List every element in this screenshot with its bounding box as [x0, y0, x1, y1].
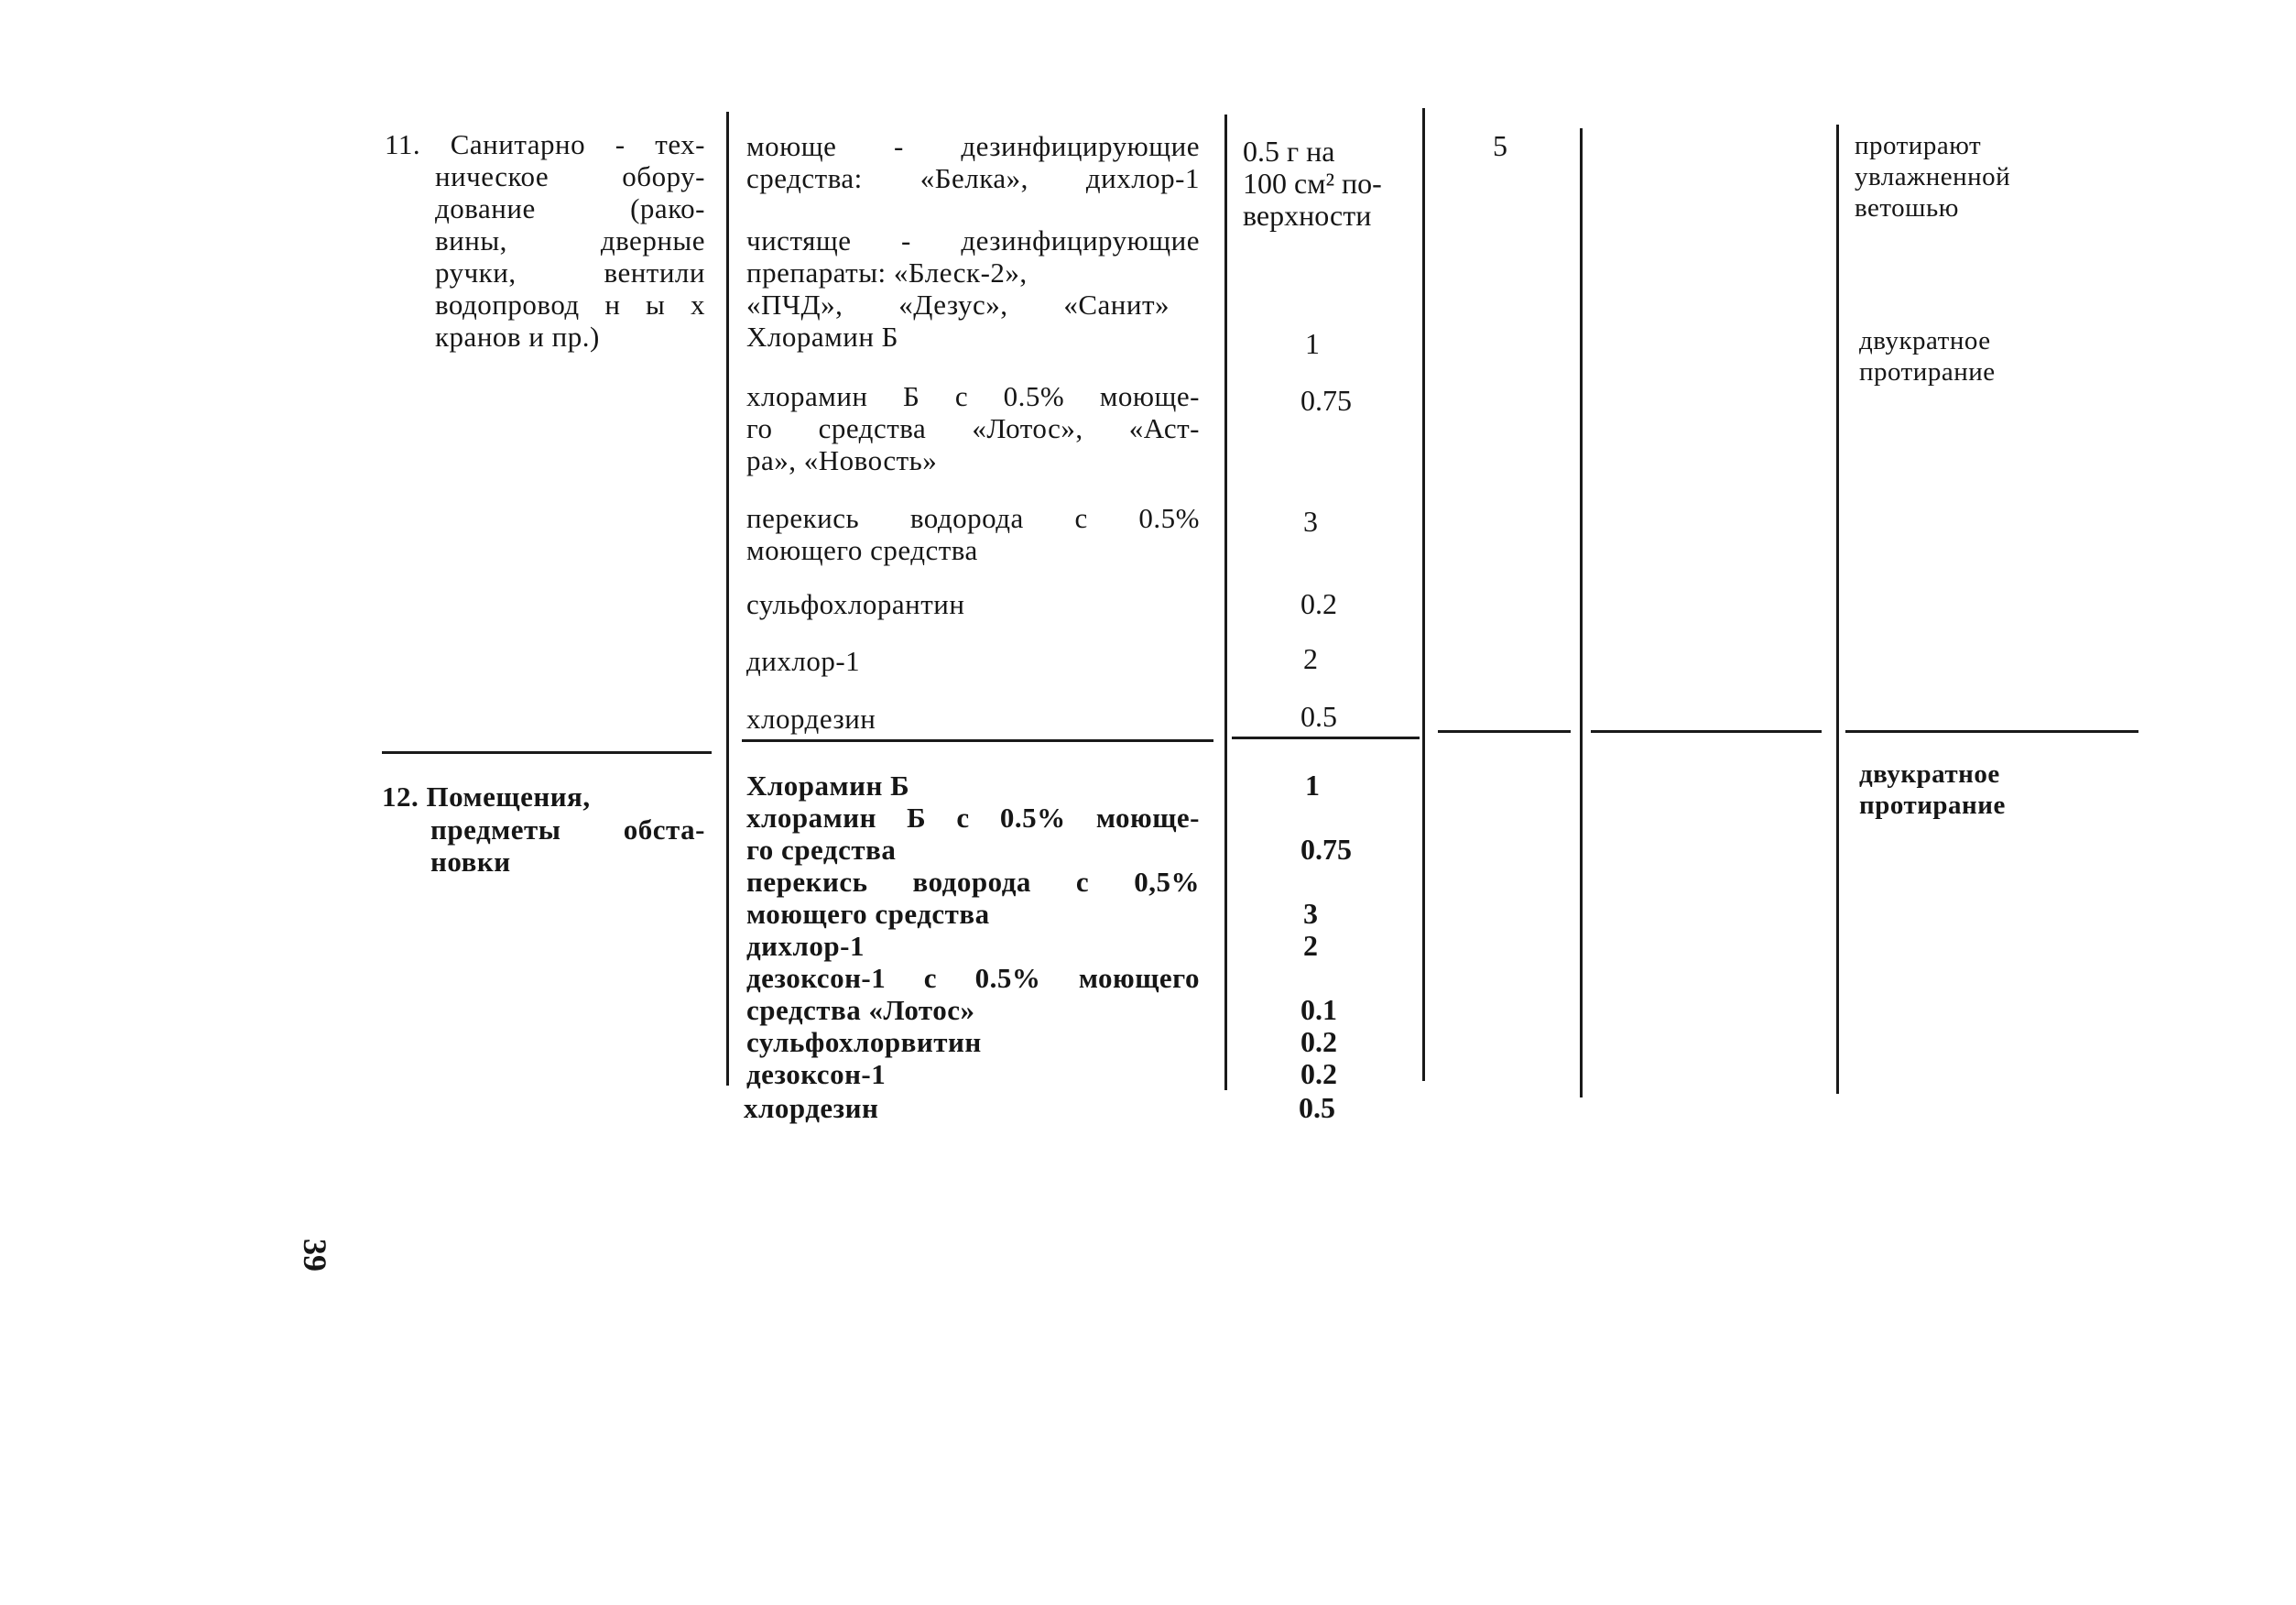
concentration-value: 1	[1305, 327, 1320, 360]
concentration-value: 0.5	[1299, 1091, 1335, 1124]
method-line: протирание	[1859, 791, 2006, 820]
concentration-value: верхности	[1243, 199, 1372, 232]
agent-line: чистяще - дезинфицирующие	[746, 224, 1200, 257]
concentration-value: 3	[1303, 897, 1318, 930]
concentration-value: 0.2	[1300, 1057, 1337, 1090]
object-line: 12. Помещения,	[382, 781, 591, 813]
row-separator-agent	[742, 739, 1213, 742]
object-line: ническое обору-	[435, 160, 705, 192]
agent-line: хлорамин Б с 0.5% моюще-	[746, 380, 1200, 412]
concentration-value: 3	[1303, 505, 1318, 538]
concentration-value: 0.5 г на	[1243, 135, 1335, 168]
column-rule-1	[726, 112, 729, 1086]
row-separator-method	[1845, 730, 2138, 733]
agent-line: дезоксон-1	[746, 1058, 887, 1090]
concentration-value: 2	[1303, 929, 1318, 962]
concentration-value: 2	[1303, 642, 1318, 675]
agent-line: моющего средства	[746, 534, 978, 566]
agent-line: «ПЧД», «Дезус», «Санит»	[746, 289, 1170, 321]
row-separator-object	[382, 751, 712, 754]
object-line: 11. Санитарно - тех-	[385, 128, 705, 160]
agent-line: перекись водорода с 0,5%	[746, 866, 1200, 898]
concentration-value: 0.75	[1300, 384, 1352, 417]
object-line: новки	[430, 846, 511, 878]
object-line: предметы обста-	[430, 813, 705, 846]
agent-line: хлордезин	[744, 1092, 879, 1124]
agent-line: Хлорамин Б	[746, 770, 910, 802]
method-line: увлажненной	[1855, 162, 2011, 191]
row-separator-conc	[1232, 737, 1420, 739]
concentration-value: 0.75	[1300, 833, 1352, 866]
agent-line: препараты: «Блеск-2»,	[746, 257, 1028, 289]
object-line: вины, дверные	[435, 224, 705, 257]
row-11-exposure: 5	[1493, 129, 1507, 162]
agent-line: средства «Лотос»	[746, 994, 975, 1026]
agent-line: хлордезин	[746, 703, 876, 735]
agent-line: моющего средства	[746, 898, 990, 930]
concentration-value: 100 см² по-	[1243, 167, 1382, 200]
concentration-value: 0.2	[1300, 1025, 1337, 1058]
method-line: двукратное	[1859, 759, 2000, 789]
concentration-value: 0.5	[1300, 700, 1337, 733]
column-rule-4	[1580, 128, 1583, 1097]
row-separator-exposure	[1438, 730, 1571, 733]
concentration-value: 1	[1305, 769, 1320, 802]
agent-line: хлорамин Б с 0.5% моюще-	[746, 802, 1200, 834]
agent-line: го средства	[746, 834, 897, 866]
object-line: кранов и пр.)	[435, 321, 600, 353]
concentration-value: 0.2	[1300, 587, 1337, 620]
method-line: протирают	[1855, 131, 1982, 160]
concentration-value: 0.1	[1300, 993, 1337, 1026]
agent-line: средства: «Белка», дихлор-1	[746, 162, 1200, 194]
agent-line: го средства «Лотос», «Аст-	[746, 412, 1200, 444]
agent-line: сульфохлорвитин	[746, 1026, 982, 1058]
agent-line: перекись водорода с 0.5%	[746, 502, 1200, 534]
method-line: протирание	[1859, 357, 1996, 387]
column-rule-3	[1422, 108, 1425, 1081]
agent-line: дезоксон-1 с 0.5% моющего	[746, 962, 1200, 994]
agent-line: сульфохлорантин	[746, 588, 965, 620]
agent-line: моюще - дезинфицирующие	[746, 130, 1200, 162]
object-line: ручки, вентили	[435, 257, 705, 289]
object-line: водопровод н ы х	[435, 289, 705, 321]
agent-line: дихлор-1	[746, 930, 865, 962]
agent-line: дихлор-1	[746, 645, 861, 677]
object-line: дование (рако-	[435, 192, 705, 224]
agent-line: Хлорамин Б	[746, 321, 898, 353]
agent-line: ра», «Новость»	[746, 444, 938, 476]
method-line: двукратное	[1859, 326, 1991, 355]
method-line: ветошью	[1855, 193, 1959, 223]
column-rule-2	[1224, 115, 1227, 1090]
row-separator-empty	[1591, 730, 1822, 733]
page-number: 39	[297, 1239, 333, 1272]
column-rule-5	[1836, 125, 1839, 1094]
